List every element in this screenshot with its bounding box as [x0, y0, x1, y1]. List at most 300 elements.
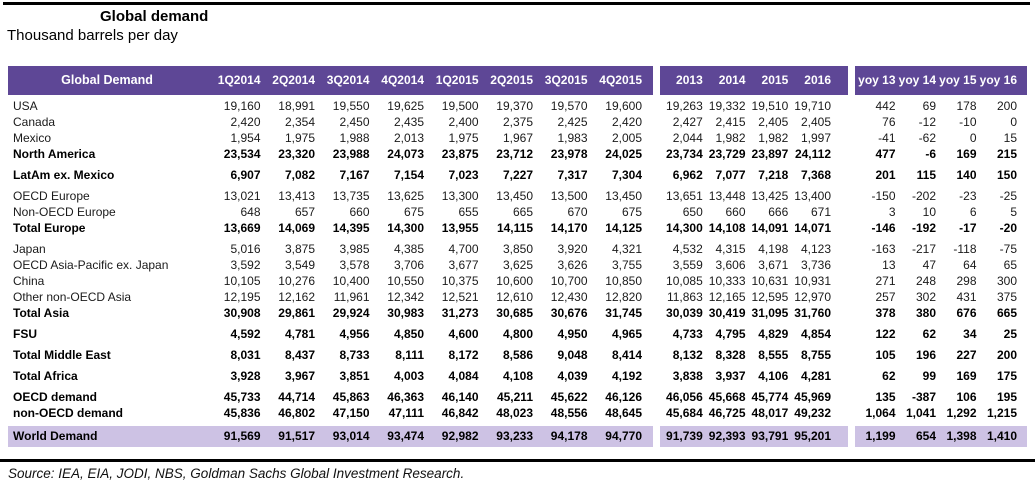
cell-year-value: 1,997 — [800, 131, 831, 145]
row-section-yoy — [855, 114, 1027, 130]
cell-year-value: 2,405 — [758, 115, 789, 129]
cell-quarter-value: 3,875 — [284, 242, 315, 256]
cell-quarter-value: 12,195 — [223, 290, 261, 304]
cell-quarter-value: 2,450 — [339, 115, 370, 129]
cell-quarter-value: 3,578 — [339, 258, 370, 272]
cell-year-value: 95,201 — [794, 429, 831, 443]
cell-yoy-value: 1,215 — [986, 406, 1017, 420]
cell-year-value: 4,795 — [715, 327, 746, 341]
cell-quarter-value: 8,172 — [448, 348, 479, 362]
cell-year-value: 671 — [810, 205, 831, 219]
cell-year-value: 23,897 — [751, 147, 789, 161]
cell-year-value: 19,510 — [751, 99, 789, 113]
row-section-yoy — [855, 347, 1027, 363]
row-label: OECD Asia-Pacific ex. Japan — [13, 258, 169, 272]
row-label: North America — [13, 147, 96, 161]
column-header: 3Q2015 — [544, 73, 588, 87]
cell-year-value: 46,725 — [708, 406, 746, 420]
row-section-yoy — [855, 98, 1027, 114]
table-row — [8, 426, 1027, 447]
section-gap — [653, 347, 660, 363]
cell-year-value: 48,017 — [751, 406, 789, 420]
cell-year-value: 4,315 — [715, 242, 746, 256]
cell-quarter-value: 3,967 — [284, 369, 315, 383]
cell-quarter-value: 13,735 — [332, 189, 370, 203]
cell-year-value: 91,739 — [666, 429, 703, 443]
cell-yoy-value: -75 — [999, 242, 1017, 256]
section-gap — [848, 204, 855, 220]
cell-year-value: 3,736 — [800, 258, 831, 272]
source-note: Source: IEA, EIA, JODI, NBS, Goldman Sachs Global Investment Research. — [8, 466, 465, 481]
row-section-quarters — [8, 167, 653, 183]
cell-quarter-value: 18,991 — [278, 99, 315, 113]
cell-quarter-value: 19,160 — [223, 99, 261, 113]
cell-quarter-value: 13,669 — [223, 221, 261, 235]
cell-yoy-value: 1,410 — [986, 429, 1017, 443]
row-section-quarters — [8, 146, 653, 162]
cell-quarter-value: 45,863 — [332, 390, 370, 404]
cell-quarter-value: 31,745 — [605, 306, 642, 320]
section-gap — [653, 188, 660, 204]
row-label: China — [13, 274, 45, 288]
cell-yoy-value: 3 — [888, 205, 896, 219]
cell-year-value: 3,559 — [672, 258, 703, 272]
cell-year-value: 13,400 — [794, 189, 831, 203]
cell-quarter-value: 29,924 — [332, 306, 370, 320]
cell-yoy-value: 105 — [875, 348, 896, 362]
cell-quarter-value: 1,954 — [230, 131, 261, 145]
row-section-years — [660, 257, 848, 273]
section-gap — [653, 326, 660, 342]
cell-year-value: 650 — [682, 205, 703, 219]
demand-table — [8, 66, 1027, 447]
row-section-quarters — [8, 426, 653, 447]
cell-yoy-value: -62 — [918, 131, 936, 145]
row-section-quarters — [8, 241, 653, 257]
cell-year-value: 12,595 — [751, 290, 789, 304]
cell-yoy-value: 15 — [1003, 131, 1017, 145]
cell-quarter-value: 3,851 — [339, 369, 370, 383]
cell-quarter-value: 2,425 — [557, 115, 588, 129]
cell-year-value: 19,710 — [794, 99, 831, 113]
cell-quarter-value: 24,073 — [387, 147, 424, 161]
row-section-years — [660, 167, 848, 183]
row-section-yoy — [855, 130, 1027, 146]
section-gap — [653, 389, 660, 405]
cell-quarter-value: 29,861 — [278, 306, 315, 320]
cell-quarter-value: 2,354 — [284, 115, 315, 129]
section-gap — [653, 130, 660, 146]
cell-year-value: 2,427 — [672, 115, 703, 129]
cell-year-value: 3,606 — [715, 258, 746, 272]
cell-year-value: 7,077 — [715, 168, 746, 182]
cell-quarter-value: 93,474 — [387, 429, 424, 443]
row-label: Total Asia — [13, 306, 70, 320]
cell-quarter-value: 23,978 — [550, 147, 588, 161]
cell-quarter-value: 13,955 — [441, 221, 479, 235]
table-row — [8, 114, 1027, 130]
section-gap — [653, 405, 660, 421]
cell-yoy-value: 227 — [956, 348, 977, 362]
row-section-quarters — [8, 98, 653, 114]
cell-quarter-value: 648 — [240, 205, 261, 219]
section-gap — [848, 305, 855, 321]
row-label: LatAm ex. Mexico — [13, 168, 115, 182]
table-row — [8, 241, 1027, 257]
cell-yoy-value: 442 — [875, 99, 896, 113]
row-section-years — [660, 188, 848, 204]
cell-quarter-value: 93,233 — [496, 429, 533, 443]
column-header: yoy 14 — [898, 73, 936, 87]
section-gap — [653, 289, 660, 305]
cell-year-value: 12,165 — [708, 290, 746, 304]
section-gap — [848, 289, 855, 305]
cell-yoy-value: 654 — [915, 429, 936, 443]
cell-quarter-value: 4,385 — [393, 242, 424, 256]
cell-quarter-value: 19,500 — [441, 99, 479, 113]
cell-yoy-value: 169 — [956, 369, 977, 383]
cell-yoy-value: 1,064 — [865, 406, 896, 420]
section-gap — [848, 347, 855, 363]
row-section-yoy — [855, 426, 1027, 447]
cell-year-value: 14,108 — [708, 221, 746, 235]
cell-year-value: 2,044 — [672, 131, 703, 145]
cell-quarter-value: 4,192 — [611, 369, 642, 383]
cell-quarter-value: 46,363 — [387, 390, 424, 404]
column-header: 4Q2014 — [381, 73, 424, 87]
cell-yoy-value: -146 — [871, 221, 896, 235]
table-title-cell: Global Demand — [61, 73, 153, 87]
cell-yoy-value: 6 — [969, 205, 977, 219]
cell-quarter-value: 10,850 — [605, 274, 642, 288]
section-gap — [653, 98, 660, 114]
cell-quarter-value: 3,850 — [502, 242, 533, 256]
cell-quarter-value: 14,395 — [332, 221, 370, 235]
cell-year-value: 10,085 — [666, 274, 703, 288]
cell-year-value: 8,555 — [758, 348, 789, 362]
bottom-rule — [0, 459, 1035, 462]
cell-quarter-value: 2,400 — [448, 115, 479, 129]
cell-yoy-value: 5 — [1010, 205, 1017, 219]
cell-yoy-value: 122 — [875, 327, 896, 341]
cell-quarter-value: 2,420 — [230, 115, 261, 129]
cell-year-value: 660 — [725, 205, 746, 219]
cell-yoy-value: 477 — [875, 147, 896, 161]
row-section-quarters — [8, 188, 653, 204]
section-gap — [653, 204, 660, 220]
row-section-years — [660, 389, 848, 405]
row-label: OECD demand — [13, 390, 98, 404]
cell-quarter-value: 94,178 — [550, 429, 588, 443]
cell-quarter-value: 23,712 — [496, 147, 533, 161]
column-header: 1Q2015 — [435, 73, 479, 87]
cell-year-value: 7,368 — [800, 168, 831, 182]
cell-quarter-value: 4,600 — [448, 327, 479, 341]
section-gap — [848, 241, 855, 257]
cell-year-value: 666 — [768, 205, 789, 219]
section-gap — [653, 426, 660, 447]
cell-yoy-value: 195 — [996, 390, 1017, 404]
cell-yoy-value: 0 — [969, 131, 977, 145]
row-label: USA — [13, 99, 38, 113]
cell-yoy-value: 178 — [956, 99, 977, 113]
cell-yoy-value: 13 — [882, 258, 896, 272]
row-label: Total Africa — [13, 369, 78, 383]
section-gap — [653, 241, 660, 257]
section-gap — [848, 188, 855, 204]
table-row — [8, 273, 1027, 289]
cell-year-value: 46,056 — [666, 390, 703, 404]
cell-quarter-value: 48,023 — [496, 406, 533, 420]
cell-year-value: 7,218 — [758, 168, 789, 182]
cell-yoy-value: 196 — [915, 348, 936, 362]
row-section-yoy — [855, 204, 1027, 220]
cell-quarter-value: 7,023 — [448, 168, 479, 182]
cell-quarter-value: 46,126 — [605, 390, 642, 404]
column-header: 2015 — [761, 73, 789, 87]
cell-yoy-value: 257 — [875, 290, 896, 304]
row-section-quarters — [8, 220, 653, 236]
cell-quarter-value: 8,586 — [502, 348, 533, 362]
section-gap — [653, 273, 660, 289]
row-section-years — [660, 273, 848, 289]
cell-quarter-value: 7,317 — [557, 168, 588, 182]
section-gap — [653, 305, 660, 321]
row-section-quarters — [8, 368, 653, 384]
cell-quarter-value: 12,521 — [441, 290, 479, 304]
cell-year-value: 8,328 — [715, 348, 746, 362]
cell-quarter-value: 1,983 — [557, 131, 588, 145]
cell-quarter-value: 13,500 — [550, 189, 588, 203]
page-title: Global demand — [100, 8, 209, 25]
cell-quarter-value: 8,733 — [339, 348, 370, 362]
column-header: 2Q2014 — [272, 73, 315, 87]
cell-quarter-value: 10,276 — [278, 274, 315, 288]
table-row — [8, 204, 1027, 220]
cell-quarter-value: 13,450 — [496, 189, 533, 203]
cell-quarter-value: 46,802 — [278, 406, 315, 420]
column-header: yoy 16 — [979, 73, 1017, 87]
cell-year-value: 30,419 — [708, 306, 746, 320]
cell-quarter-value: 3,625 — [502, 258, 533, 272]
table-row — [8, 368, 1027, 384]
table-row — [8, 167, 1027, 183]
cell-year-value: 12,970 — [794, 290, 831, 304]
cell-yoy-value: 665 — [996, 306, 1017, 320]
cell-yoy-value: 215 — [996, 147, 1017, 161]
cell-quarter-value: 30,908 — [223, 306, 261, 320]
section-gap — [653, 114, 660, 130]
table-body — [8, 98, 1027, 447]
row-section-yoy — [855, 368, 1027, 384]
cell-year-value: 4,123 — [800, 242, 831, 256]
cell-yoy-value: -6 — [925, 147, 936, 161]
row-label: non-OECD demand — [13, 406, 123, 420]
section-gap — [848, 405, 855, 421]
cell-yoy-value: 25 — [1003, 327, 1017, 341]
cell-yoy-value: -23 — [959, 189, 977, 203]
cell-quarter-value: 4,592 — [230, 327, 261, 341]
section-gap — [848, 426, 855, 447]
cell-quarter-value: 7,304 — [611, 168, 642, 182]
cell-quarter-value: 13,413 — [278, 189, 315, 203]
column-header: 2016 — [804, 73, 831, 87]
section-gap — [653, 368, 660, 384]
cell-yoy-value: -150 — [871, 189, 896, 203]
cell-yoy-value: 169 — [956, 147, 977, 161]
cell-quarter-value: 665 — [512, 205, 533, 219]
cell-yoy-value: 302 — [915, 290, 936, 304]
cell-yoy-value: 62 — [882, 369, 896, 383]
cell-quarter-value: 12,430 — [550, 290, 588, 304]
cell-quarter-value: 12,342 — [387, 290, 424, 304]
section-gap — [848, 273, 855, 289]
cell-quarter-value: 655 — [458, 205, 479, 219]
table-row — [8, 130, 1027, 146]
table-row — [8, 326, 1027, 342]
cell-quarter-value: 4,108 — [502, 369, 533, 383]
cell-quarter-value: 19,370 — [496, 99, 533, 113]
section-gap — [848, 368, 855, 384]
cell-quarter-value: 23,875 — [441, 147, 479, 161]
section-gap — [848, 326, 855, 342]
row-section-years — [660, 289, 848, 305]
cell-yoy-value: -25 — [999, 189, 1017, 203]
section-gap — [848, 257, 855, 273]
cell-year-value: 1,982 — [758, 131, 789, 145]
cell-year-value: 13,425 — [751, 189, 789, 203]
table-row — [8, 257, 1027, 273]
cell-quarter-value: 2,435 — [393, 115, 424, 129]
cell-quarter-value: 3,706 — [393, 258, 424, 272]
cell-year-value: 24,112 — [794, 147, 831, 161]
cell-quarter-value: 45,733 — [223, 390, 261, 404]
top-rule — [3, 2, 1030, 5]
row-section-quarters — [8, 326, 653, 342]
cell-quarter-value: 2,005 — [611, 131, 642, 145]
cell-yoy-value: 1,398 — [946, 429, 977, 443]
cell-quarter-value: 7,082 — [284, 168, 315, 182]
cell-quarter-value: 4,084 — [448, 369, 479, 383]
table-row — [8, 289, 1027, 305]
row-section-yoy — [855, 188, 1027, 204]
column-header: 4Q2015 — [599, 73, 642, 87]
cell-quarter-value: 12,610 — [496, 290, 533, 304]
section-gap — [848, 98, 855, 114]
cell-yoy-value: 140 — [956, 168, 977, 182]
cell-year-value: 23,729 — [708, 147, 746, 161]
cell-year-value: 2,405 — [800, 115, 831, 129]
cell-year-value: 10,631 — [751, 274, 789, 288]
cell-quarter-value: 4,039 — [557, 369, 588, 383]
cell-quarter-value: 1,975 — [448, 131, 479, 145]
column-header: 2013 — [676, 73, 703, 87]
cell-year-value: 14,300 — [666, 221, 703, 235]
cell-yoy-value: 65 — [1003, 258, 1017, 272]
cell-quarter-value: 1,967 — [502, 131, 533, 145]
cell-year-value: 8,132 — [672, 348, 703, 362]
row-section-years — [660, 204, 848, 220]
table-row — [8, 347, 1027, 363]
cell-quarter-value: 11,961 — [333, 290, 370, 304]
page-subtitle: Thousand barrels per day — [7, 27, 178, 44]
cell-quarter-value: 3,755 — [611, 258, 642, 272]
table-row — [8, 98, 1027, 114]
section-gap — [653, 66, 660, 95]
cell-quarter-value: 4,950 — [557, 327, 588, 341]
cell-year-value: 1,982 — [715, 131, 746, 145]
row-section-yoy — [855, 405, 1027, 421]
cell-quarter-value: 24,025 — [605, 147, 642, 161]
cell-year-value: 13,651 — [666, 189, 703, 203]
row-section-quarters — [8, 273, 653, 289]
column-header: yoy 13 — [858, 73, 896, 87]
row-label: Non-OECD Europe — [13, 205, 116, 219]
cell-quarter-value: 7,154 — [393, 168, 424, 182]
row-label: Canada — [13, 115, 56, 129]
cell-quarter-value: 14,300 — [387, 221, 424, 235]
cell-quarter-value: 30,676 — [550, 306, 588, 320]
row-section-yoy — [855, 257, 1027, 273]
cell-quarter-value: 3,928 — [230, 369, 261, 383]
cell-quarter-value: 46,842 — [441, 406, 479, 420]
column-header: 2014 — [718, 73, 746, 87]
column-header: 1Q2014 — [217, 73, 261, 87]
cell-year-value: 49,232 — [794, 406, 831, 420]
row-section-yoy — [855, 273, 1027, 289]
row-section-years — [660, 114, 848, 130]
cell-yoy-value: -41 — [878, 131, 896, 145]
cell-quarter-value: 4,781 — [284, 327, 315, 341]
row-section-quarters — [8, 204, 653, 220]
cell-quarter-value: 45,211 — [496, 390, 533, 404]
cell-yoy-value: -17 — [959, 221, 977, 235]
cell-quarter-value: 10,550 — [387, 274, 424, 288]
header-section-yoy — [855, 66, 1027, 95]
row-section-years — [660, 305, 848, 321]
cell-quarter-value: 4,003 — [393, 369, 424, 383]
header-section-quarters — [8, 66, 653, 95]
row-section-years — [660, 426, 848, 447]
cell-quarter-value: 13,450 — [605, 189, 642, 203]
cell-quarter-value: 14,170 — [550, 221, 588, 235]
cell-year-value: 19,263 — [666, 99, 703, 113]
row-section-yoy — [855, 326, 1027, 342]
cell-quarter-value: 10,375 — [441, 274, 479, 288]
cell-quarter-value: 45,836 — [223, 406, 261, 420]
cell-quarter-value: 48,645 — [605, 406, 642, 420]
row-section-years — [660, 220, 848, 236]
cell-year-value: 31,095 — [751, 306, 789, 320]
cell-quarter-value: 23,534 — [223, 147, 261, 161]
cell-yoy-value: 375 — [996, 290, 1017, 304]
cell-quarter-value: 675 — [403, 205, 424, 219]
cell-yoy-value: 378 — [875, 306, 896, 320]
cell-quarter-value: 46,140 — [441, 390, 479, 404]
row-section-quarters — [8, 114, 653, 130]
cell-quarter-value: 8,414 — [611, 348, 642, 362]
cell-yoy-value: 1,041 — [905, 406, 936, 420]
section-gap — [848, 66, 855, 95]
cell-year-value: 4,106 — [758, 369, 789, 383]
cell-year-value: 45,684 — [666, 406, 703, 420]
row-section-quarters — [8, 257, 653, 273]
row-section-yoy — [855, 220, 1027, 236]
cell-quarter-value: 2,013 — [393, 131, 424, 145]
cell-year-value: 45,969 — [794, 390, 831, 404]
cell-quarter-value: 19,600 — [605, 99, 642, 113]
cell-quarter-value: 91,569 — [223, 429, 261, 443]
